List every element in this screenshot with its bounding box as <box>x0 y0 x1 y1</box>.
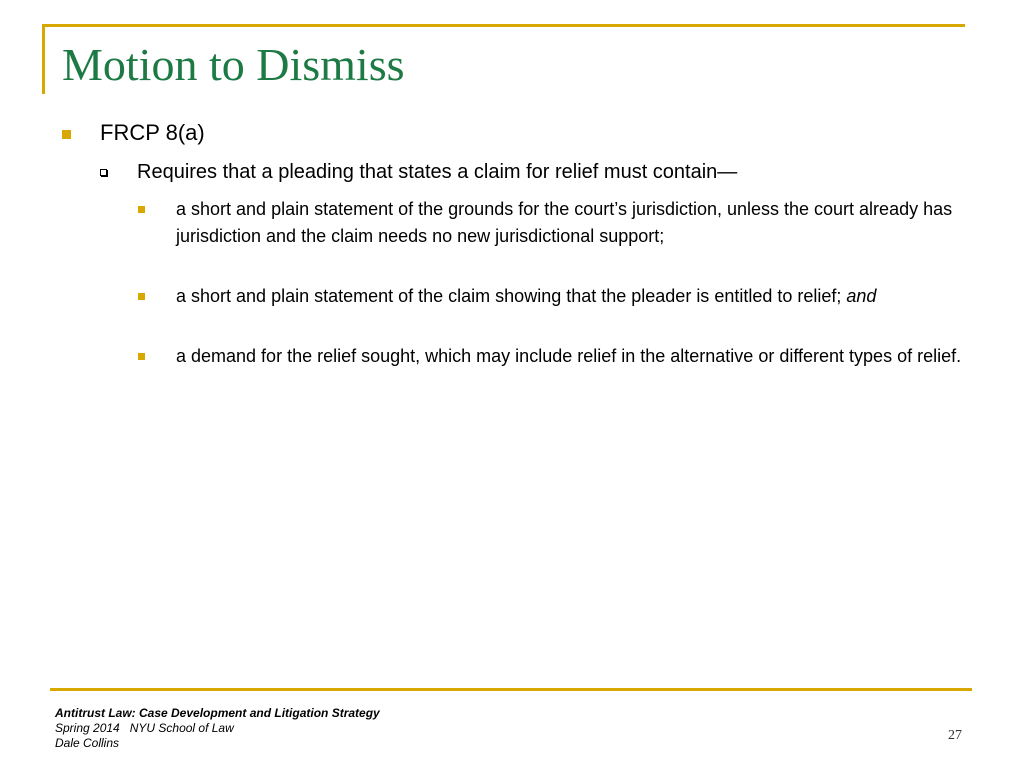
bullet-text <box>176 283 968 310</box>
square-bullet-icon <box>138 353 145 360</box>
bullet-text-emphasis: and <box>846 286 877 306</box>
square-bullet-icon <box>138 206 145 213</box>
square-bullet-icon <box>138 293 145 300</box>
page-number: 27 <box>948 728 962 743</box>
footer-rule <box>50 688 972 691</box>
bullet-text: FRCP 8(a) <box>100 120 205 145</box>
slide-title: Motion to Dismiss <box>62 39 405 90</box>
frame-vertical-rule <box>42 24 45 94</box>
bullet-text: a demand for the relief sought, which may include relief in the alternative or different types of relief. <box>176 346 962 366</box>
footer-course: Antitrust Law: Case Development and Litigation Strategy <box>55 706 380 720</box>
footer-author: Dale Collins <box>55 736 120 750</box>
footer-term: Spring 2014 NYU School of Law <box>55 721 234 735</box>
bullet-text: Requires that a pleading that states a claim for relief must contain— <box>137 161 738 183</box>
square-bullet-icon <box>62 130 71 139</box>
bullet-text-main: a short and plain statement of the claim showing that the pleader is entitled to relief; <box>176 286 847 306</box>
footer <box>55 706 380 751</box>
hollow-square-bullet-icon <box>100 169 107 176</box>
frame-top-rule <box>42 24 965 27</box>
bullet-text: a short and plain statement of the grounds for the court’s jurisdiction, unless the court already has jurisdiction and the claim needs no new jurisdictional support; <box>176 199 953 246</box>
